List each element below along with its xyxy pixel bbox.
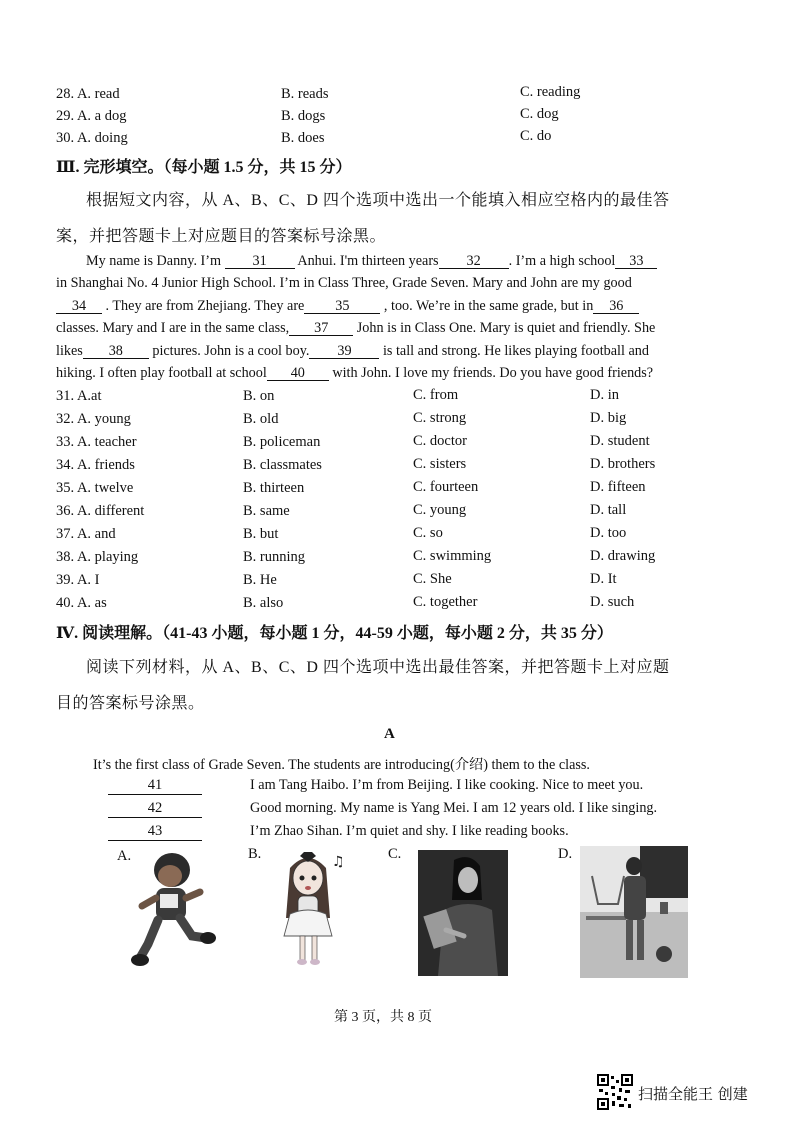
section4-instruction-2: 目的答案标号涂黑。 — [56, 695, 205, 712]
passage-line-6: hiking. I often play football at school 40 with John. I love my friends. Do you have good friends? — [56, 365, 654, 381]
option-33-b[interactable]: B. policeman — [243, 434, 321, 450]
option-35-c[interactable]: C. fourteen — [413, 479, 479, 495]
blank-34[interactable]: 34 — [56, 299, 102, 314]
q29-b: B. dogs — [281, 108, 326, 124]
option-34-c[interactable]: C. sisters — [413, 456, 467, 472]
option-32-a[interactable]: 32. A. young — [56, 411, 131, 427]
blank-32[interactable]: 32 — [439, 254, 509, 269]
boy-cooking-picture — [580, 846, 688, 978]
q28-c: C. reading — [520, 84, 581, 100]
passage-line-4: classes. Mary and I are in the same class, 37 John is in Class One. Mary is quiet and friendly. She — [56, 320, 656, 336]
blank-31[interactable]: 31 — [225, 254, 295, 269]
q29-a: 29. A. a dog — [56, 108, 127, 124]
option-35-d[interactable]: D. fifteen — [590, 479, 646, 495]
blank-39[interactable]: 39 — [309, 344, 379, 359]
option-34-b[interactable]: B. classmates — [243, 457, 322, 473]
page-number: 第 3 页，共 8 页 — [334, 1010, 432, 1025]
passage-line-5: likes 38 pictures. John is a cool boy. 39 is tall and strong. He likes playing football and — [56, 343, 649, 359]
option-37-a[interactable]: 37. A. and — [56, 526, 116, 542]
pic-label-a: A. — [117, 848, 132, 864]
option-32-d[interactable]: D. big — [590, 410, 627, 426]
option-38-a[interactable]: 38. A. playing — [56, 549, 139, 565]
girl-reading-picture — [418, 850, 508, 976]
q28-a: 28. A. read — [56, 86, 120, 102]
option-40-d[interactable]: D. such — [590, 594, 635, 610]
section4-title: Ⅳ. 阅读理解。（41-43 小题，每小题 1 分，44-59 小题，每小题 2 分，共 35 分） — [56, 625, 613, 642]
item-43-text: I’m Zhao Sihan. I’m quiet and shy. I like reading books. — [250, 823, 569, 839]
option-34-a[interactable]: 34. A. friends — [56, 457, 135, 473]
option-37-d[interactable]: D. too — [590, 525, 627, 541]
qr-code-icon — [597, 1074, 633, 1110]
item-41-blank[interactable]: 41 — [108, 777, 202, 795]
blank-33[interactable]: 33 — [615, 254, 657, 269]
option-35-b[interactable]: B. thirteen — [243, 480, 305, 496]
option-39-c[interactable]: C. She — [413, 571, 452, 587]
option-39-d[interactable]: D. It — [590, 571, 617, 587]
q30-a: 30. A. doing — [56, 130, 128, 146]
item-43-blank[interactable]: 43 — [108, 823, 202, 841]
pic-label-b: B. — [248, 846, 262, 862]
option-39-b[interactable]: B. He — [243, 572, 277, 588]
q29-c: C. dog — [520, 106, 559, 122]
option-36-d[interactable]: D. tall — [590, 502, 627, 518]
blank-38[interactable]: 38 — [83, 344, 149, 359]
passage-line-2: in Shanghai No. 4 Junior High School. I’m in Class Three, Grade Seven. Mary and John are my good — [56, 275, 632, 291]
blank-40[interactable]: 40 — [267, 366, 329, 381]
option-34-d[interactable]: D. brothers — [590, 456, 656, 472]
option-40-c[interactable]: C. together — [413, 594, 478, 610]
scanner-brand-label: 扫描全能王 创建 — [638, 1085, 748, 1103]
q30-c: C. do — [520, 128, 552, 144]
passage-line-3: 34 . They are from Zhejiang. They are 35 , too. We’re in the same grade, but in 36 — [56, 298, 726, 315]
blank-35[interactable]: 35 — [304, 299, 380, 314]
option-33-c[interactable]: C. doctor — [413, 433, 467, 449]
q28-b: B. reads — [281, 86, 329, 102]
section4-instruction-1: 阅读下列材料，从 A、B、C、D 四个选项中选出最佳答案，并把答题卡上对应题 — [86, 659, 670, 676]
section3-instruction-2: 案，并把答题卡上对应题目的答案标号涂黑。 — [56, 228, 387, 245]
option-31-c[interactable]: C. from — [413, 387, 459, 403]
q30-b: B. does — [281, 130, 325, 146]
boy-running-picture — [130, 848, 220, 970]
option-38-d[interactable]: D. drawing — [590, 548, 656, 564]
pic-label-c: C. — [388, 846, 402, 862]
option-38-c[interactable]: C. swimming — [413, 548, 492, 564]
pic-label-d: D. — [558, 846, 573, 862]
option-39-a[interactable]: 39. A. I — [56, 572, 100, 588]
option-31-d[interactable]: D. in — [590, 387, 619, 403]
option-36-b[interactable]: B. same — [243, 503, 290, 519]
option-36-c[interactable]: C. young — [413, 502, 467, 518]
option-32-c[interactable]: C. strong — [413, 410, 467, 426]
svg-text:♫: ♫ — [332, 854, 345, 870]
option-31-a[interactable]: 31. A.at — [56, 388, 102, 404]
option-36-a[interactable]: 36. A. different — [56, 503, 145, 519]
option-35-a[interactable]: 35. A. twelve — [56, 480, 134, 496]
option-40-b[interactable]: B. also — [243, 595, 284, 611]
item-42-text: Good morning. My name is Yang Mei. I am 12 years old. I like singing. — [250, 800, 658, 816]
option-32-b[interactable]: B. old — [243, 411, 279, 427]
blank-36[interactable]: 36 — [593, 299, 639, 314]
option-37-b[interactable]: B. but — [243, 526, 279, 542]
option-33-d[interactable]: D. student — [590, 433, 650, 449]
option-33-a[interactable]: 33. A. teacher — [56, 434, 137, 450]
option-37-c[interactable]: C. so — [413, 525, 443, 541]
girl-singing-picture — [268, 848, 352, 974]
option-40-a[interactable]: 40. A. as — [56, 595, 107, 611]
option-31-b[interactable]: B. on — [243, 388, 275, 404]
part-a-intro: It’s the first class of Grade Seven. The students are introducing(介绍) them to the class. — [93, 757, 590, 773]
item-42-blank[interactable]: 42 — [108, 800, 202, 818]
item-41-text: I am Tang Haibo. I’m from Beijing. I like cooking. Nice to meet you. — [250, 777, 644, 793]
option-38-b[interactable]: B. running — [243, 549, 306, 565]
blank-37[interactable]: 37 — [289, 321, 353, 336]
section3-title: Ⅲ. 完形填空。（每小题 1.5 分，共 15 分） — [56, 159, 352, 176]
part-a-heading: A — [384, 726, 395, 742]
passage-line-1: My name is Danny. I’m 31 Anhui. I'm thirteen years 32 . I’m a high school 33 — [86, 253, 726, 270]
section3-instruction-1: 根据短文内容，从 A、B、C、D 四个选项中选出一个能填入相应空格内的最佳答 — [86, 192, 670, 209]
